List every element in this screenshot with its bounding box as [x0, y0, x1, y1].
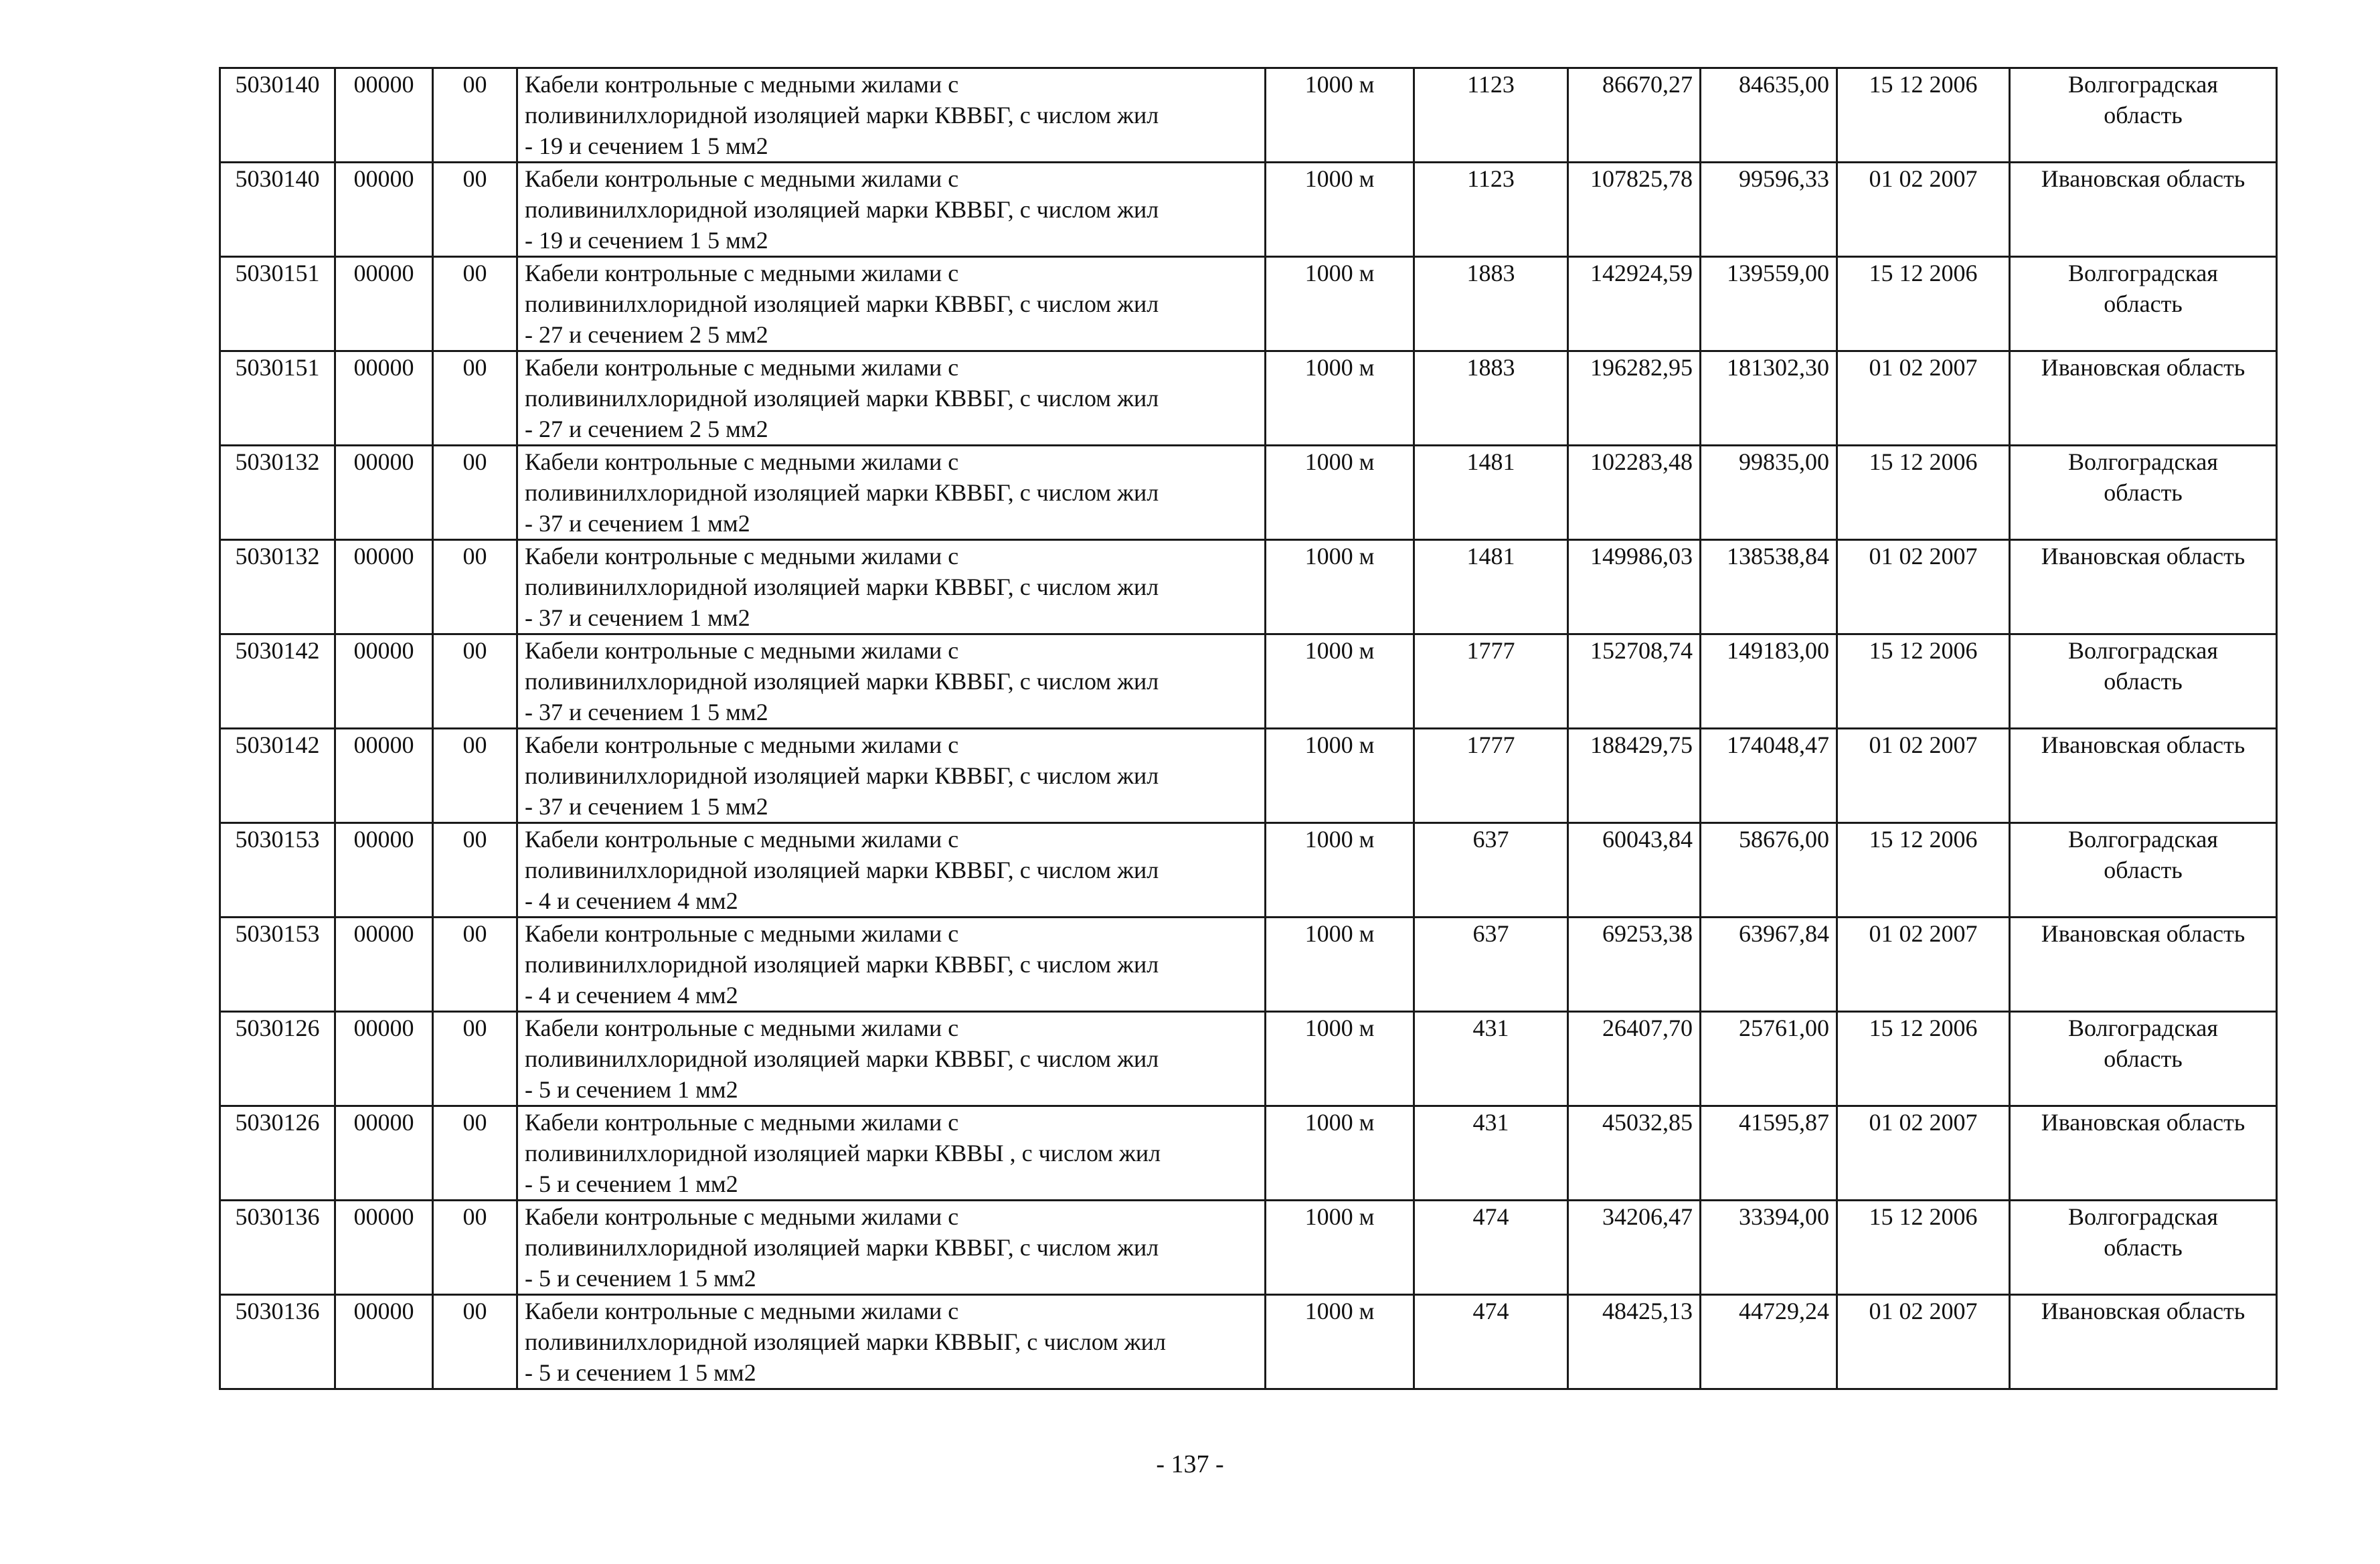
cell-region-line: Волгоградская	[2068, 1015, 2218, 1041]
table-row	[220, 918, 2277, 1012]
cell-extension: 00	[433, 729, 517, 823]
cell-description-line: Кабели контрольные с медными жилами с	[525, 1203, 959, 1230]
cell-description-line: поливинилхлоридной изоляцией марки КВВБГ, с числом жил	[525, 951, 1159, 978]
cell-region	[2010, 1201, 2277, 1295]
table-row	[220, 163, 2277, 257]
cell-description	[517, 1106, 1266, 1201]
cell-description-line: поливинилхлоридной изоляцией марки КВВБГ, с числом жил	[525, 762, 1159, 789]
cell-region	[2010, 918, 2277, 1012]
cell-code: 5030151	[220, 351, 335, 446]
table-row	[220, 634, 2277, 729]
cell-region-line	[2017, 1326, 2269, 1357]
cell-region-line	[2017, 572, 2269, 602]
table-row	[220, 1106, 2277, 1201]
cell-description-line: поливинилхлоридной изоляцией марки КВВБГ, с числом жил	[525, 290, 1159, 317]
cell-unit: 1000 м	[1266, 163, 1414, 257]
cell-region	[2010, 163, 2277, 257]
cell-price-1: 152708,74	[1568, 634, 1701, 729]
cell-unit: 1000 м	[1266, 1012, 1414, 1106]
cell-price-1: 102283,48	[1568, 446, 1701, 540]
cell-unit: 1000 м	[1266, 1295, 1414, 1389]
cell-subcode: 00000	[335, 68, 433, 163]
cell-code: 5030140	[220, 163, 335, 257]
cell-description-line: Кабели контрольные с медными жилами с	[525, 260, 959, 286]
cell-description-line: - 27 и сечением 2 5 мм2	[525, 321, 768, 348]
cell-price-1: 86670,27	[1568, 68, 1701, 163]
table-body	[220, 68, 2277, 1389]
cell-price-2: 33394,00	[1701, 1201, 1837, 1295]
cell-extension: 00	[433, 446, 517, 540]
cell-region	[2010, 823, 2277, 918]
cell-region-line: область	[2104, 479, 2183, 506]
cell-extension: 00	[433, 918, 517, 1012]
cell-extension: 00	[433, 1012, 517, 1106]
cell-region	[2010, 351, 2277, 446]
cell-code: 5030142	[220, 634, 335, 729]
cell-subcode: 00000	[335, 634, 433, 729]
cell-description-line: поливинилхлоридной изоляцией марки КВВБГ, с числом жил	[525, 385, 1159, 412]
cell-description	[517, 1295, 1266, 1389]
cell-subcode: 00000	[335, 446, 433, 540]
cell-date: 01 02 2007	[1837, 351, 2010, 446]
cell-description-line: - 19 и сечением 1 5 мм2	[525, 227, 768, 254]
table-row	[220, 823, 2277, 918]
table-row	[220, 540, 2277, 634]
cell-code: 5030140	[220, 68, 335, 163]
cell-region	[2010, 729, 2277, 823]
table-row	[220, 1012, 2277, 1106]
cell-region-line: область	[2104, 290, 2183, 317]
table-row	[220, 1201, 2277, 1295]
cell-price-1: 107825,78	[1568, 163, 1701, 257]
cell-unit: 1000 м	[1266, 729, 1414, 823]
cell-description-line: Кабели контрольные с медными жилами с	[525, 826, 959, 853]
cell-quantity: 431	[1414, 1106, 1568, 1201]
cell-description	[517, 68, 1266, 163]
cell-extension: 00	[433, 163, 517, 257]
cell-description-line: - 5 и сечением 1 5 мм2	[525, 1359, 756, 1386]
table-row	[220, 1295, 2277, 1389]
cell-unit: 1000 м	[1266, 68, 1414, 163]
cell-price-1: 69253,38	[1568, 918, 1701, 1012]
cell-unit: 1000 м	[1266, 540, 1414, 634]
cell-description-line: - 37 и сечением 1 мм2	[525, 510, 750, 537]
cell-quantity: 474	[1414, 1295, 1568, 1389]
cell-price-2: 174048,47	[1701, 729, 1837, 823]
cell-code: 5030136	[220, 1295, 335, 1389]
cell-description-line: Кабели контрольные с медными жилами с	[525, 731, 959, 758]
cell-region	[2010, 1012, 2277, 1106]
table-row	[220, 351, 2277, 446]
cell-date: 15 12 2006	[1837, 634, 2010, 729]
cell-date: 15 12 2006	[1837, 1012, 2010, 1106]
cell-subcode: 00000	[335, 257, 433, 351]
cell-price-2: 63967,84	[1701, 918, 1837, 1012]
cell-unit: 1000 м	[1266, 634, 1414, 729]
cell-unit: 1000 м	[1266, 446, 1414, 540]
cell-date: 01 02 2007	[1837, 163, 2010, 257]
table-row	[220, 68, 2277, 163]
cell-extension: 00	[433, 823, 517, 918]
cell-region-line: область	[2104, 668, 2183, 695]
cell-description-line: поливинилхлоридной изоляцией марки КВВЫ , с числом жил	[525, 1140, 1161, 1166]
cell-description-line: - 37 и сечением 1 мм2	[525, 604, 750, 631]
cell-extension: 00	[433, 1106, 517, 1201]
cell-description-line: - 37 и сечением 1 5 мм2	[525, 699, 768, 725]
cell-price-1: 60043,84	[1568, 823, 1701, 918]
cell-description-line: - 4 и сечением 4 мм2	[525, 887, 738, 914]
cell-subcode: 00000	[335, 1295, 433, 1389]
cell-code: 5030132	[220, 540, 335, 634]
cell-description-line: - 5 и сечением 1 5 мм2	[525, 1265, 756, 1292]
cell-description-line: поливинилхлоридной изоляцией марки КВВБГ, с числом жил	[525, 574, 1159, 600]
table-row	[220, 729, 2277, 823]
cell-description-line: Кабели контрольные с медными жилами с	[525, 920, 959, 947]
cell-date: 15 12 2006	[1837, 823, 2010, 918]
cell-description-line: Кабели контрольные с медными жилами с	[525, 1298, 959, 1324]
cell-region-line	[2017, 760, 2269, 791]
cell-description	[517, 351, 1266, 446]
cell-description-line: поливинилхлоридной изоляцией марки КВВБГ, с числом жил	[525, 1045, 1159, 1072]
cell-price-1: 26407,70	[1568, 1012, 1701, 1106]
cell-description	[517, 257, 1266, 351]
cell-quantity: 1777	[1414, 634, 1568, 729]
cell-subcode: 00000	[335, 1201, 433, 1295]
cell-description-line: Кабели контрольные с медными жилами с	[525, 448, 959, 475]
cell-price-1: 45032,85	[1568, 1106, 1701, 1201]
cell-region-line: Волгоградская	[2068, 71, 2218, 98]
cell-region-line	[2017, 383, 2269, 414]
cell-region	[2010, 540, 2277, 634]
cell-region	[2010, 446, 2277, 540]
page-number: - 137 -	[1156, 1450, 1224, 1478]
cell-date: 15 12 2006	[1837, 1201, 2010, 1295]
cell-description-line: - 27 и сечением 2 5 мм2	[525, 416, 768, 442]
cell-region-line: Ивановская область	[2041, 543, 2245, 570]
cell-description-line: - 19 и сечением 1 5 мм2	[525, 133, 768, 159]
cell-date: 01 02 2007	[1837, 918, 2010, 1012]
cell-price-2: 99596,33	[1701, 163, 1837, 257]
cell-description-line: поливинилхлоридной изоляцией марки КВВБГ, с числом жил	[525, 479, 1159, 506]
cell-description	[517, 163, 1266, 257]
cell-unit: 1000 м	[1266, 918, 1414, 1012]
cell-extension: 00	[433, 634, 517, 729]
cell-description	[517, 729, 1266, 823]
cell-price-2: 84635,00	[1701, 68, 1837, 163]
cell-extension: 00	[433, 257, 517, 351]
cell-unit: 1000 м	[1266, 1106, 1414, 1201]
cell-code: 5030126	[220, 1106, 335, 1201]
cell-price-2: 149183,00	[1701, 634, 1837, 729]
cell-description-line: Кабели контрольные с медными жилами с	[525, 543, 959, 570]
cell-region-line	[2017, 194, 2269, 225]
cell-price-2: 181302,30	[1701, 351, 1837, 446]
cell-subcode: 00000	[335, 1106, 433, 1201]
cell-subcode: 00000	[335, 163, 433, 257]
cell-quantity: 474	[1414, 1201, 1568, 1295]
cell-code: 5030153	[220, 918, 335, 1012]
cell-date: 15 12 2006	[1837, 446, 2010, 540]
cell-description	[517, 1012, 1266, 1106]
cell-region	[2010, 1295, 2277, 1389]
cell-subcode: 00000	[335, 729, 433, 823]
cell-quantity: 1481	[1414, 540, 1568, 634]
cell-price-1: 34206,47	[1568, 1201, 1701, 1295]
cell-quantity: 1777	[1414, 729, 1568, 823]
cell-description-line: поливинилхлоридной изоляцией марки КВВБГ, с числом жил	[525, 102, 1159, 128]
cell-price-2: 41595,87	[1701, 1106, 1837, 1201]
cell-code: 5030142	[220, 729, 335, 823]
cell-extension: 00	[433, 1295, 517, 1389]
cell-date: 01 02 2007	[1837, 729, 2010, 823]
cell-quantity: 431	[1414, 1012, 1568, 1106]
cell-price-2: 99835,00	[1701, 446, 1837, 540]
cell-unit: 1000 м	[1266, 823, 1414, 918]
cell-region-line: Ивановская область	[2041, 920, 2245, 947]
cell-price-1: 196282,95	[1568, 351, 1701, 446]
cell-region-line	[2017, 1138, 2269, 1168]
cell-region	[2010, 68, 2277, 163]
cell-region	[2010, 257, 2277, 351]
cell-region-line: Ивановская область	[2041, 165, 2245, 192]
cell-subcode: 00000	[335, 351, 433, 446]
cell-extension: 00	[433, 351, 517, 446]
cell-date: 01 02 2007	[1837, 1295, 2010, 1389]
cell-description	[517, 1201, 1266, 1295]
cell-region-line: область	[2104, 857, 2183, 883]
cell-subcode: 00000	[335, 918, 433, 1012]
cell-region-line: Волгоградская	[2068, 637, 2218, 664]
cell-date: 15 12 2006	[1837, 257, 2010, 351]
cell-code: 5030132	[220, 446, 335, 540]
cell-region-line: Ивановская область	[2041, 1109, 2245, 1136]
cell-price-2: 58676,00	[1701, 823, 1837, 918]
cell-region-line: Волгоградская	[2068, 826, 2218, 853]
cell-description-line: - 5 и сечением 1 мм2	[525, 1076, 738, 1103]
cell-region-line: Ивановская область	[2041, 731, 2245, 758]
cell-description-line: Кабели контрольные с медными жилами с	[525, 71, 959, 98]
cell-region-line: Волгоградская	[2068, 1203, 2218, 1230]
cell-extension: 00	[433, 540, 517, 634]
cell-quantity: 1883	[1414, 257, 1568, 351]
cell-quantity: 1123	[1414, 163, 1568, 257]
cell-description	[517, 823, 1266, 918]
cell-description-line: поливинилхлоридной изоляцией марки КВВБГ, с числом жил	[525, 668, 1159, 695]
cell-code: 5030126	[220, 1012, 335, 1106]
cell-code: 5030136	[220, 1201, 335, 1295]
cell-date: 15 12 2006	[1837, 68, 2010, 163]
cell-description-line: - 4 и сечением 4 мм2	[525, 982, 738, 1009]
cell-description	[517, 540, 1266, 634]
cell-description-line: поливинилхлоридной изоляцией марки КВВЫГ, с числом жил	[525, 1328, 1166, 1355]
cell-region-line: Ивановская область	[2041, 1298, 2245, 1324]
cell-description-line: Кабели контрольные с медными жилами с	[525, 637, 959, 664]
cable-price-table	[219, 67, 2278, 1390]
cell-region-line: Волгоградская	[2068, 260, 2218, 286]
cell-region	[2010, 1106, 2277, 1201]
cell-subcode: 00000	[335, 1012, 433, 1106]
cell-extension: 00	[433, 1201, 517, 1295]
cell-description-line: Кабели контрольные с медными жилами с	[525, 354, 959, 381]
cell-date: 01 02 2007	[1837, 1106, 2010, 1201]
cell-region-line: Волгоградская	[2068, 448, 2218, 475]
cell-description-line: - 37 и сечением 1 5 мм2	[525, 793, 768, 820]
cell-price-2: 44729,24	[1701, 1295, 1837, 1389]
cell-region-line: область	[2104, 102, 2183, 128]
cell-unit: 1000 м	[1266, 257, 1414, 351]
cell-price-1: 48425,13	[1568, 1295, 1701, 1389]
cell-description-line: поливинилхлоридной изоляцией марки КВВБГ, с числом жил	[525, 196, 1159, 223]
cell-region-line: Ивановская область	[2041, 354, 2245, 381]
cell-quantity: 637	[1414, 918, 1568, 1012]
cell-unit: 1000 м	[1266, 351, 1414, 446]
cell-region-line: область	[2104, 1045, 2183, 1072]
cell-price-1: 149986,03	[1568, 540, 1701, 634]
cell-extension: 00	[433, 68, 517, 163]
cell-description-line: поливинилхлоридной изоляцией марки КВВБГ, с числом жил	[525, 1234, 1159, 1261]
cell-region-line: область	[2104, 1234, 2183, 1261]
cell-description-line: Кабели контрольные с медными жилами с	[525, 1109, 959, 1136]
cell-description-line: поливинилхлоридной изоляцией марки КВВБГ, с числом жил	[525, 857, 1159, 883]
cell-price-1: 142924,59	[1568, 257, 1701, 351]
cell-subcode: 00000	[335, 540, 433, 634]
table-row	[220, 446, 2277, 540]
table-row	[220, 257, 2277, 351]
cell-description	[517, 918, 1266, 1012]
cell-code: 5030153	[220, 823, 335, 918]
cell-description-line: Кабели контрольные с медными жилами с	[525, 165, 959, 192]
cell-description-line: - 5 и сечением 1 мм2	[525, 1170, 738, 1197]
cell-date: 01 02 2007	[1837, 540, 2010, 634]
cell-price-2: 25761,00	[1701, 1012, 1837, 1106]
cell-description	[517, 634, 1266, 729]
cell-price-2: 139559,00	[1701, 257, 1837, 351]
cell-code: 5030151	[220, 257, 335, 351]
cell-unit: 1000 м	[1266, 1201, 1414, 1295]
cell-quantity: 1481	[1414, 446, 1568, 540]
cell-description	[517, 446, 1266, 540]
cell-subcode: 00000	[335, 823, 433, 918]
cell-region	[2010, 634, 2277, 729]
cell-price-2: 138538,84	[1701, 540, 1837, 634]
cell-description-line: Кабели контрольные с медными жилами с	[525, 1015, 959, 1041]
cell-region-line	[2017, 949, 2269, 980]
cell-quantity: 1123	[1414, 68, 1568, 163]
cell-quantity: 637	[1414, 823, 1568, 918]
cell-price-1: 188429,75	[1568, 729, 1701, 823]
cell-quantity: 1883	[1414, 351, 1568, 446]
